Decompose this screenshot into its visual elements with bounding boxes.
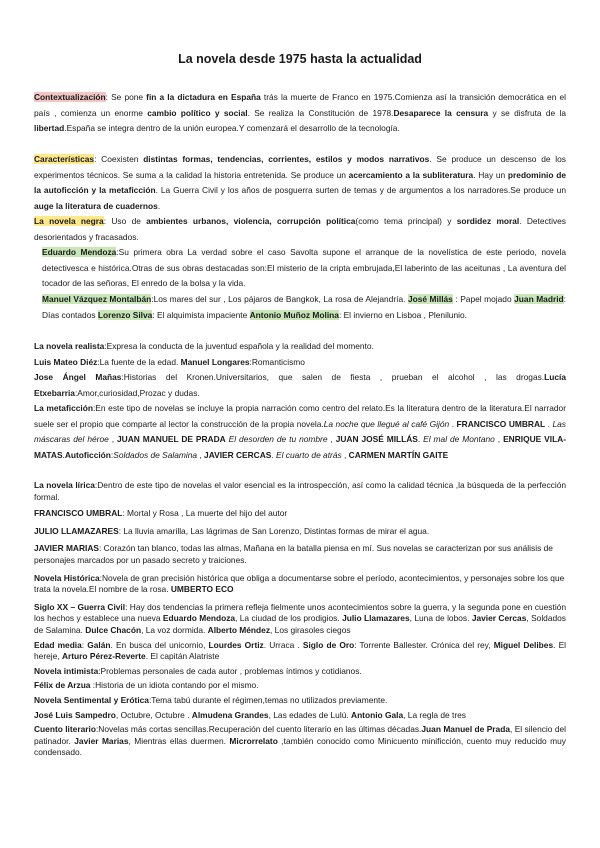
paragraph: [34, 573, 566, 596]
paragraph: [34, 680, 566, 692]
text: :La fuente de la edad.: [97, 356, 181, 367]
text: :Los mares del sur , Los pájaros de Bangkok, La rosa de Alejandría.: [151, 293, 408, 304]
paragraph: [34, 508, 566, 520]
author-name: Eduardo Mendoza: [42, 247, 117, 258]
text: , Soldados de Salamina.: [34, 613, 566, 635]
key-term: fin a la dictadura en España: [146, 92, 261, 102]
text: . El hereje,: [34, 639, 567, 662]
key-term: Microrrelato: [229, 735, 278, 746]
text: . Se realiza la Constitución de 1978.: [247, 107, 394, 118]
section-caracteristicas: [34, 152, 566, 214]
work-title: La noche que llegué al café Gijón: [323, 418, 450, 429]
text: :Novelas más cortas sencillas.Recuperación del cuento literario en las últimas décadas.: [95, 724, 422, 735]
section-label: Novela Histórica: [34, 572, 100, 583]
author-name: ENRIQUE VILA-MATAS: [34, 434, 567, 460]
paragraph: [34, 710, 566, 722]
text: , Luna de lobos.: [409, 613, 472, 624]
author-name: UMBERTO ECO: [170, 584, 234, 595]
text: : Hay dos tendencias la primera refleja fielmente unos acontecimientos sobre la guerra, y la segunda pone en cuestión los hechos y establece una nueva: [34, 601, 566, 624]
text: y se disfruta de la: [488, 107, 567, 118]
author-name: Félix de Arzua: [34, 680, 91, 691]
author-name: Lucía Etxebarria: [34, 372, 566, 398]
author-name: Jose Ángel Mañas: [34, 372, 122, 383]
text: :Dentro de este tipo de novelas el valor esencial es la introspección, así como la calidad técnica ,la búsqueda de la perfección formal.: [34, 480, 567, 502]
text: , La voz dormida.: [141, 624, 208, 635]
text: .: [545, 418, 553, 429]
author-name: JUAN JOSÉ MILLÁS: [335, 434, 418, 445]
text: .: [157, 200, 161, 211]
author-name: Dulce Chacón: [85, 624, 142, 635]
author-name: JULIO LLAMAZARES: [34, 525, 119, 536]
text: . Detectives desorientados y fracasados.: [34, 216, 566, 242]
paragraph: [34, 526, 566, 538]
key-term: distintas formas, tendencias, corrientes, estilos y modos narrativos: [143, 154, 430, 164]
text: ,: [494, 434, 504, 445]
text: :Historias del Kronen.Universitarios, que salen de fiesta , prueban el alcohol , las drogas.: [121, 372, 545, 383]
text: : Coexisten: [94, 154, 144, 164]
text: : Papel mojado: [452, 293, 515, 304]
text: :En este tipo de novelas se incluye la propia narración como centro del relato.Es la literatura dentro de la literatura.El narrador suele ser el propio que comparte al lector la construcción de la propia novela.: [34, 403, 566, 429]
author-name: CARMEN MARTÍN GAITE: [348, 449, 449, 460]
key-term: auge la literatura de cuadernos: [34, 200, 158, 211]
section-novela-realista: [34, 339, 566, 401]
paragraph: [34, 602, 566, 637]
text: .: [271, 449, 277, 460]
text: : Torrente Ballester. Crónica del rey,: [354, 639, 494, 650]
text: , La regla de tres: [403, 709, 466, 720]
text: , Las edades de Lulú.: [268, 709, 352, 720]
paragraph: [34, 640, 566, 663]
text: ,: [197, 449, 205, 460]
text: . Urraca .: [263, 639, 303, 650]
text: : Corazón tan blanco, todas las almas, Mañana en la batalla piensa en mí. Sus novelas se caracterizan por sus análisis de personajes marcados por un pasado secreto y traiciones.: [34, 543, 553, 565]
text: : El alquimista impaciente: [152, 309, 250, 320]
author-name: Almudena Grandes: [191, 709, 269, 720]
text: .: [417, 434, 424, 445]
author-name: José Millás: [407, 293, 453, 304]
author-name: Antonio Muñoz Molina: [249, 309, 339, 320]
section-contextualizacion: [34, 90, 566, 137]
section-metaficcion: [34, 401, 566, 463]
key-term: cambio político y social: [147, 107, 248, 118]
paragraph: [34, 480, 566, 503]
section-label: Contextualización: [34, 92, 106, 102]
text: :Su primera obra La verdad sobre el caso Savolta supone el arranque de la novelística de este periodo, novela detectivesca e histórica.Otras de sus obras destacadas son:El misterio de la cripta embrujada,El laberinto de las aceitunas , La aventura del tocador de las señoras, El enredo de la bolsa y la vida.: [42, 247, 566, 289]
text: : Días contados: [42, 293, 566, 320]
text: , Octubre, Octubre .: [115, 709, 192, 720]
text: :Expresa la conducta de la juventud española y la realidad del momento.: [104, 341, 374, 351]
author-name: Arturo Pérez-Reverte: [61, 651, 146, 662]
author-paragraph: [34, 245, 566, 292]
author-name: Luis Mateo Diéz: [34, 356, 98, 367]
text: :Amor,curiosidad,Prozac y dudas.: [74, 387, 200, 398]
section-label: La novela lírica: [34, 480, 95, 490]
section-label: Novela Sentimental y Erótica: [34, 694, 149, 705]
paragraph: [34, 724, 566, 759]
text: : Se pone: [105, 92, 147, 102]
text: (como tema principal) y: [355, 216, 457, 226]
text: , Los girasoles ciegos: [270, 624, 351, 635]
author-name: Manuel Vázquez Montalbán: [42, 293, 152, 304]
text: trás la muerte de Franco en 1975.Comienza así la transición democrática en el país , comienza un enorme: [34, 92, 566, 118]
key-term: libertad: [34, 123, 65, 134]
text: , El silencio del patinador.: [34, 724, 566, 746]
author-name: Juan Manuel de Prada: [421, 724, 510, 735]
section-label: Cuento literario: [34, 724, 96, 735]
text: :Problemas personales de cada autor , problemas íntimos y cotidianos.: [98, 665, 362, 676]
text: : El invierno en Lisboa , Plenilunio.: [338, 309, 467, 320]
section-label: La novela realista: [34, 341, 105, 351]
text: . La Guerra Civil y los años de posguerra surten de temas y de argumentos a los narradores.Se produce un: [155, 185, 566, 196]
text: , La ciudad de los prodigios.: [235, 613, 343, 624]
text: :Historia de un idiota contando por el mismo.: [90, 680, 259, 691]
author-name: Lorenzo Silva: [97, 309, 153, 320]
text: . Hay un: [473, 169, 508, 180]
author-name: Antonio Gala: [351, 709, 404, 720]
paragraph: [34, 543, 566, 566]
paragraph: [34, 339, 566, 355]
key-term: predominio de la autoficción y la metaficción: [34, 169, 566, 196]
text: :: [81, 639, 88, 650]
text: ,: [327, 434, 336, 445]
section-label: La metaficción: [34, 403, 93, 413]
work-title: Las máscaras del héroe: [34, 418, 566, 445]
key-term: Desaparece la censura: [393, 107, 489, 118]
author-name: Miguel Delibes: [493, 639, 554, 650]
paragraph: [34, 355, 566, 371]
key-term: Autoficción: [64, 449, 111, 460]
text: :Romanticismo: [249, 356, 305, 367]
text: .: [62, 449, 65, 460]
author-name: Javier Marias: [74, 735, 129, 746]
paragraph: [34, 666, 566, 678]
text: , Mientras ellas duermen.: [128, 735, 230, 746]
section-label: Siglo de Oro: [302, 639, 355, 650]
author-name: Galán: [87, 639, 111, 650]
work-title: El cuarto de atrás: [276, 449, 342, 460]
author-name: JAVIER MARIAS: [34, 543, 99, 554]
text: : Mortal y Rosa , La muerte del hijo del autor: [122, 508, 288, 519]
text: :Tema tabú durante el régimen,temas no utilizados previamente.: [148, 694, 388, 705]
section-label: Siglo XX – Guerra Civil: [34, 601, 126, 612]
author-paragraph: [34, 292, 566, 323]
section-novela-lirica: [34, 480, 566, 759]
text: :: [110, 449, 114, 460]
section-novela-negra: [34, 214, 566, 323]
author-name: Eduardo Mendoza: [162, 613, 236, 624]
section-label: La novela negra: [34, 216, 104, 226]
author-name: Javier Cercas: [471, 613, 527, 624]
text: .España se integra dentro de la unión europea.Y comenzará el desarrollo de la tecnología.: [64, 123, 400, 134]
key-term: ambientes urbanos, violencia, corrupción política: [146, 216, 356, 226]
page-title: La novela desde 1975 hasta la actualidad: [178, 52, 422, 66]
author-name: JUAN MANUEL DE PRADA: [117, 434, 226, 445]
author-name: Manuel Longares: [180, 356, 250, 367]
author-name: JAVIER CERCAS: [204, 449, 272, 460]
author-name: FRANCISCO UMBRAL: [456, 418, 546, 429]
author-name: FRANCISCO UMBRAL: [34, 508, 123, 519]
author-name: Juan Madrid: [514, 293, 564, 304]
text: . Se produce un descenso de los experimentos técnicos. Se suma a la calidad la historia entretenida. Se produce un: [34, 154, 566, 180]
key-term: acercamiento a la subliteratura: [348, 169, 474, 180]
text: . En busca del unicornio,: [110, 639, 209, 650]
section-label: Novela intimista: [34, 665, 99, 676]
work-title: El mal de Montano: [423, 434, 495, 445]
text: ,: [108, 434, 117, 445]
text: . El capitán Alatriste: [145, 651, 220, 662]
work-title: El desorden de tu nombre: [228, 434, 328, 445]
work-title: Soldados de Salamina: [113, 449, 198, 460]
text: .: [449, 418, 457, 429]
text: ,: [341, 449, 349, 460]
author-name: José Luis Sampedro: [34, 709, 116, 720]
key-term: sordidez moral: [456, 216, 520, 226]
paragraph: [34, 370, 566, 401]
author-name: Lourdes Ortiz: [208, 639, 264, 650]
text: ,también conocido como Minicuento minificción, cuento muy reducido muy condensado.: [34, 735, 566, 758]
text: : La lluvia amarilla, Las lágrimas de San Lorenzo, Distintas formas de mirar el agua.: [118, 525, 430, 536]
section-label: Edad media: [34, 639, 82, 650]
text: :Novela de gran precisión histórica que obliga a documentarse sobre el período, acontecimientos, y personajes sobre los que trata la novela.El nombre de la rosa.: [34, 572, 565, 595]
text: : Uso de: [103, 216, 147, 226]
author-name: Julio Llamazares: [342, 613, 410, 624]
author-name: Alberto Méndez: [207, 624, 271, 635]
paragraph: [34, 695, 566, 707]
section-label: Características: [34, 154, 95, 164]
